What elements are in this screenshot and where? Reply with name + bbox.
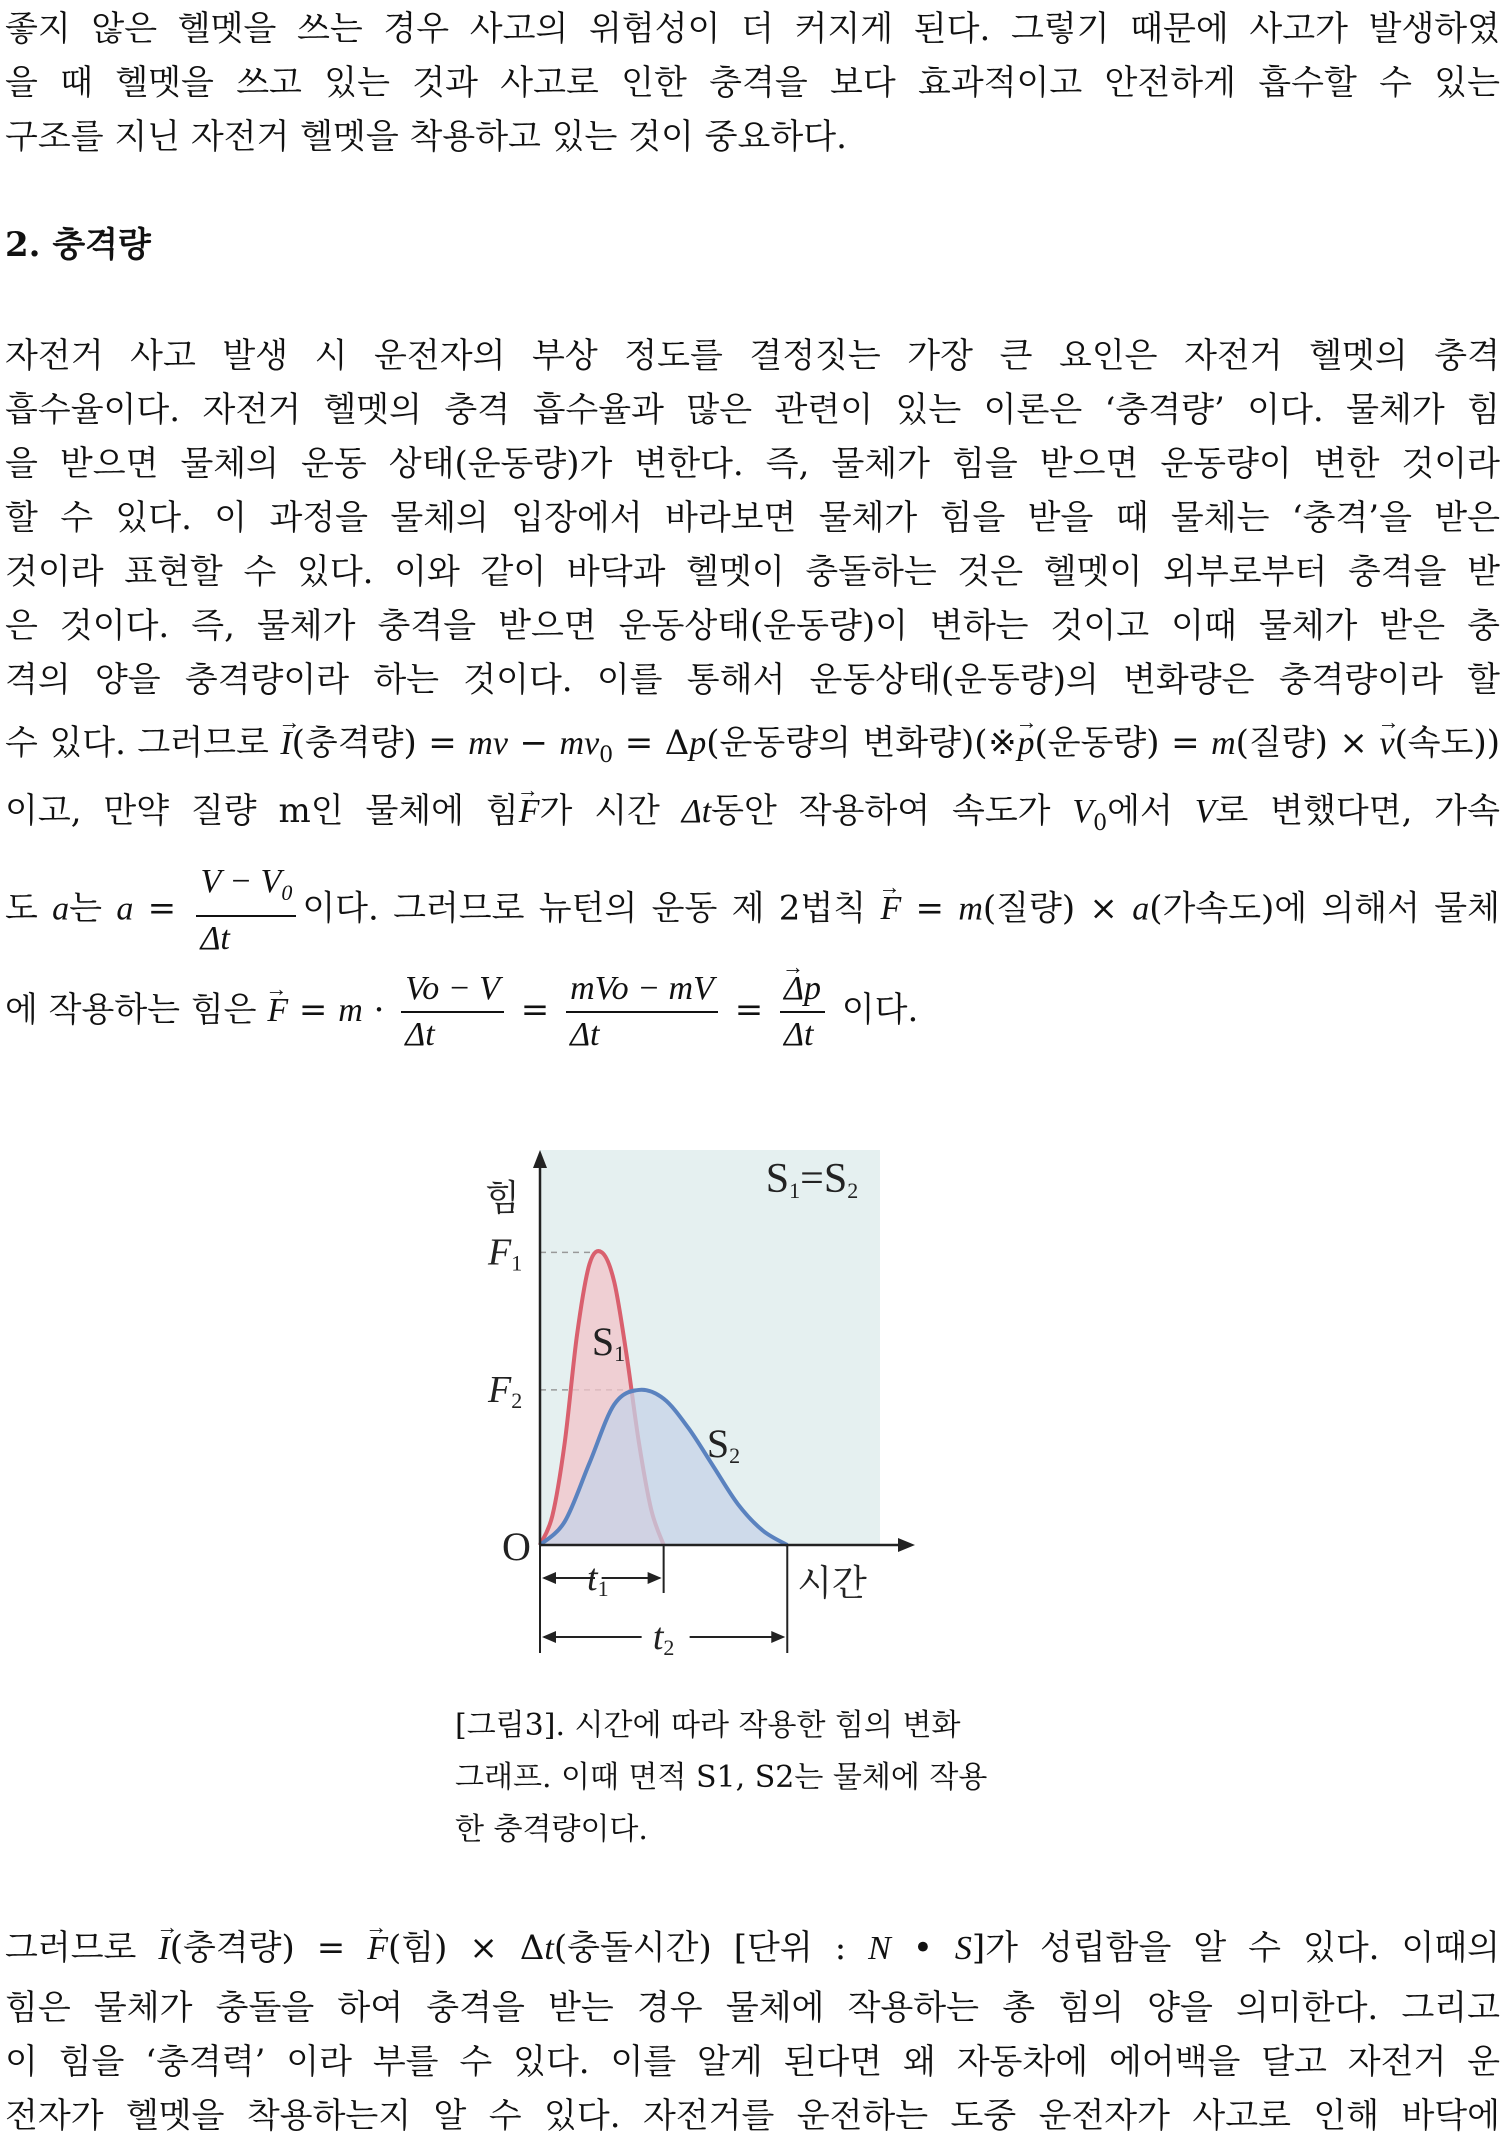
- acceleration-fraction: $\frac{V - V_0}{\Delta t}$: [196, 860, 296, 961]
- y-axis-label: 힘: [485, 1178, 520, 1219]
- body-line-1: 자전거 사고 발생 시 운전자의 부상 정도를 결정짓는 가장 큰 요인은 자전거 헬멧의 충격: [5, 336, 1500, 376]
- figure-caption-line-3: 한 충격량이다.: [455, 1812, 648, 1847]
- body-line-5: 것이라 표현할 수 있다. 이와 같이 바닥과 헬멧이 충돌하는 것은 헬멧이 외부로부터 충격을 받: [5, 552, 1500, 592]
- s1-area-label: S1: [591, 1318, 626, 1366]
- conclusion-line-1: 힘은 물체가 충돌을 하여 충격을 받는 경우 물체에 작용하는 총 힘의 양을 의미한다. 그리고: [5, 1988, 1500, 2028]
- figure-caption-line-1: [그림3]. 시간에 따라 작용한 힘의 변화: [455, 1708, 961, 1743]
- intro-line-1: 좋지 않은 헬멧을 쓰는 경우 사고의 위험성이 더 커지게 된다. 그렇기 때문에 사고가 발생하였: [5, 9, 1500, 49]
- intro-line-3: 구조를 지닌 자전거 헬멧을 착용하고 있는 것이 중요하다.: [5, 117, 847, 157]
- force-formula-line: 에 작용하는 힘은 → F = m · $\frac{Vo - V}{\Delta t}$ = $\frac{\text{mVo − mV}}{\Delta t}$ = → $\frac{\Delta p}{\Delta t}$ 이다.: [5, 965, 1500, 1057]
- impulse-equation-line: 수 있다. 그러므로 → I(충격량) = mv − $mv_0 = \Delta p$(운동량의 변화량)(※→ p(운동량) = m(질량) × → v(속도)): [5, 720, 1500, 779]
- impulse-force-time-chart: [440, 1150, 1040, 1690]
- body-line-7: 격의 양을 충격량이라 하는 것이다. 이를 통해서 운동상태(운동량)의 변화량은 충격량이라 할: [5, 660, 1500, 700]
- x-axis-arrow: [898, 1538, 915, 1552]
- acceleration-context-line: 이고, 만약 질량 m인 물체에 힘→ F가 시간 Δt동안 작용하여 속도가 $V_0$에서 V로 변했다면, 가속: [5, 788, 1500, 847]
- section-title: 2. 충격량: [5, 225, 151, 265]
- chart-title: S1=S2: [765, 1156, 859, 1203]
- intro-line-2: 을 때 헬멧을 쓰고 있는 것과 사고로 인한 충격을 보다 효과적이고 안전하게 흡수할 수 있는: [5, 63, 1500, 103]
- acceleration-formula-line: 도 a는 a = $\frac{V - V_0}{\Delta t}$ 이다. 그러므로 뉴턴의 운동 제 2법칙 → F = m(질량) × a(가속도)에 의해서 물체: [5, 860, 1500, 961]
- force-fraction-3: → $\frac{\Delta p}{\Delta t}$: [780, 967, 825, 1057]
- body-line-4: 할 수 있다. 이 과정을 물체의 입장에서 바라보면 물체가 힘을 받을 때 물체는 ‘충격’을 받은: [5, 498, 1500, 538]
- t1-arrowhead-left: [542, 1572, 556, 1584]
- t1-arrowhead-right: [648, 1572, 662, 1584]
- conclusion-equation-line: 그러므로 → I(충격량) = → F(힘) × Δt(충돌시간) [단위 : N • S]가 성립함을 알 수 있다. 이때의: [5, 1925, 1500, 1972]
- impulse-vector: → I: [280, 721, 291, 767]
- body-line-2: 흡수율이다. 자전거 헬멧의 충격 흡수율과 많은 관련이 있는 이론은 ‘충격량’ 이다. 물체가 힘: [5, 390, 1500, 430]
- figure-caption-line-2: 그래프. 이때 면적 S1, S2는 물체에 작용: [455, 1760, 988, 1795]
- conclusion-line-3: 전자가 헬멧을 착용하는지 알 수 있다. 자전거를 운전하는 도중 운전자가 사고로 인해 바닥에: [5, 2096, 1500, 2136]
- t1-label: t1: [587, 1557, 609, 1601]
- t2-arrowhead-left: [542, 1631, 556, 1643]
- force-fraction-2: $\frac{\text{mVo − mV}}{\Delta t}$: [566, 967, 718, 1057]
- origin-label: O: [502, 1524, 531, 1569]
- t2-arrowhead-right: [771, 1631, 785, 1643]
- f1-tick-label: F1: [488, 1231, 523, 1276]
- x-axis-label: 시간: [797, 1563, 867, 1604]
- force-fraction-1: $\frac{Vo - V}{\Delta t}$: [401, 967, 504, 1057]
- s2-area-label: S2: [706, 1421, 741, 1469]
- conclusion-line-2: 이 힘을 ‘충격력’ 이라 부를 수 있다. 이를 알게 된다면 왜 자동차에 에어백을 달고 자전거 운: [5, 2042, 1500, 2082]
- body-line-3: 을 받으면 물체의 운동 상태(운동량)가 변한다. 즉, 물체가 힘을 받으면 운동량이 변한 것이라: [5, 444, 1500, 484]
- body-line-6: 은 것이다. 즉, 물체가 충격을 받으면 운동상태(운동량)이 변하는 것이고 이때 물체가 받은 충: [5, 606, 1500, 646]
- f2-tick-label: F2: [488, 1368, 523, 1413]
- t2-label: t2: [652, 1616, 675, 1660]
